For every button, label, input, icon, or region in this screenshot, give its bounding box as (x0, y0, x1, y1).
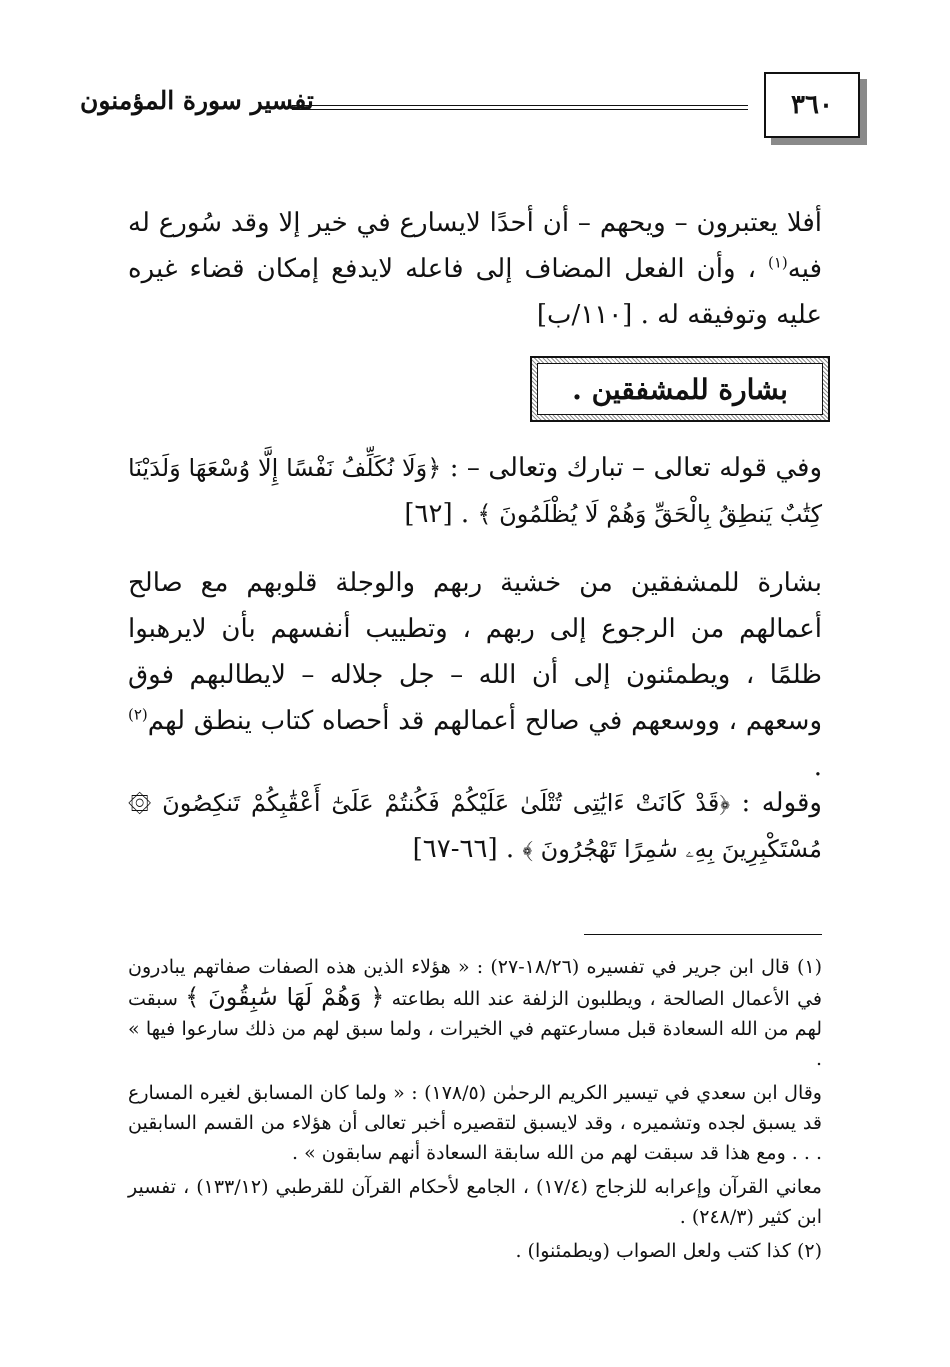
paragraph-1 (128, 200, 822, 338)
quran-verse-66-67: ﴿قَدْ كَانَتْ ءَايَٰتِى تُتْلَىٰ عَلَيْكُمْ فَكُنتُمْ عَلَىٰٓ أَعْقَٰبِكُمْ تَنكِصُونَ ۞ مُسْتَكْبِرِينَ بِهِۦ سَٰمِرًا تَهْجُرُونَ ﴾ (128, 789, 822, 863)
paragraph-1-text-cont: ، وأن الفعل المضاف إلى فاعله لايدفع إمكان قضاء غيره عليه وتوفيقه له . [١١٠/ب] (128, 254, 822, 330)
footnote-2: (٢) كذا كتب ولعل الصواب (ويطمئنوا) . (515, 1240, 822, 1262)
verse-number-62: . [٦٢] (404, 499, 478, 529)
footnote-1-text-cont: سبقت لهم من الله السعادة قبل مسارعتهم في الخيرات ، ولما سبق لهم من ذلك سارعوا فيها » . (128, 988, 822, 1070)
paragraph-1-text: أفلا يعتبرون – ويحهم – أن أحدًا لايسارع في خير إلا وقد سُورع له فيه (128, 208, 822, 284)
footnote-1 (128, 952, 822, 1074)
footnote-separator (584, 934, 822, 935)
page-number-box (764, 72, 860, 138)
footnote-ref-1[interactable]: (١) (768, 253, 788, 272)
footnote-1-text: (١) قال ابن جرير في تفسيره (١٨/٢٦-٢٧) : « هؤلاء الذين هذه الصفات صفاتهم يبادرون في الأعمال الصالحة ، ويطلبون الزلفة عند الله بطاعته (128, 956, 823, 1010)
paragraph-3-end: . (813, 752, 822, 782)
footnote-ref-2[interactable]: (٢) (128, 705, 148, 724)
running-title: تفسير سورة المؤمنون (80, 86, 314, 115)
section-heading: بشارة للمشفقين . (537, 363, 823, 415)
page-number: ٣٦٠ (791, 90, 833, 120)
quran-verse-62: ﴿وَلَا نُكَلِّفُ نَفْسًا إِلَّا وُسْعَهَا وَلَدَيْنَا كِتَٰبٌ يَنطِقُ بِالْحَقِّ وَهُمْ لَا يُظْلَمُونَ ﴾ (128, 454, 822, 528)
paragraph-2 (128, 445, 822, 537)
header-rule (292, 105, 748, 106)
section-heading-box (530, 356, 830, 422)
paragraph-4-intro: وقوله : (730, 788, 822, 818)
footnotes (128, 952, 822, 1270)
paragraph-3 (128, 560, 822, 790)
footnote-1-references: معاني القرآن وإعرابه للزجاج (١٧/٤) ، الجامع لأحكام القرآن للقرطبي (١٣٣/١٢) ، تفسير ابن كثير (٢٤٨/٣) . (128, 1176, 822, 1228)
paragraph-4 (128, 780, 822, 872)
footnote-1-ibn-saadi: وقال ابن سعدي في تيسير الكريم الرحمٰن (١٧٨/٥) : « ولما كان المسابق لغيره المسارع قد يسبق لجده وتشميره ، وقد لايسبق لتقصيره أخبر تعالى أن هؤلاء من القسم السابقين . . . ومع هذا قد سبقت لهم من الله سابقة السعادة أنهم سابقون » . (128, 1082, 822, 1164)
paragraph-3-text: بشارة للمشفقين من خشية ربهم والوجلة قلوبهم مع صالح أعمالهم من الرجوع إلى ربهم ، وتطييب أنفسهم بأن لايرهبوا ظلمًا ، ويطمئنون إلى أن الله – جل جلاله – لايطالبهم فوق وسعهم ، ووسعهم في صالح أعمالهم قد أحصاه كتاب ينطق لهم (128, 568, 822, 736)
paragraph-2-intro: وفي قوله تعالى – تبارك وتعالى – : (441, 453, 822, 483)
footnote-1-quran: ﴿ وَهُمْ لَهَا سَٰبِقُونَ ﴾ (185, 983, 385, 1011)
page-header (80, 72, 860, 148)
verse-number-66-67: . [٦٦-٦٧] (412, 834, 523, 864)
